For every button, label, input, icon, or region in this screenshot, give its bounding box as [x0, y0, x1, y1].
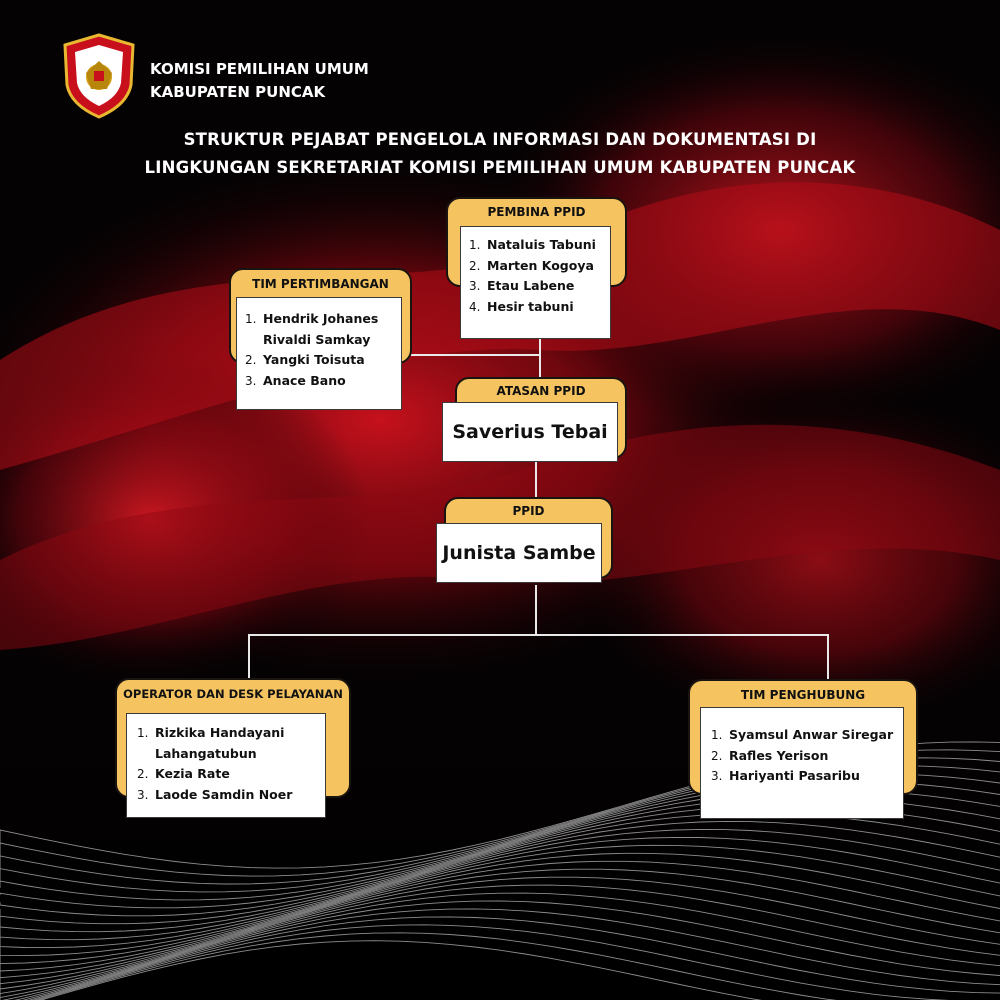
org-name-line1: KOMISI PEMILIHAN UMUM [150, 60, 369, 78]
list-item: 3. Laode Samdin Noer [137, 786, 293, 802]
list-item: Rivaldi Samkay [263, 331, 371, 347]
list-tim-pertimbangan [236, 297, 402, 410]
card-title: PPID [512, 504, 545, 518]
box-ppid [436, 523, 602, 583]
list-item: 2. Yangki Toisuta [245, 352, 365, 367]
card-title: OPERATOR DAN DESK PELAYANAN [123, 687, 343, 701]
org-name [150, 58, 369, 104]
org-name-line2: KABUPATEN PUNCAK [150, 83, 326, 101]
card-title: ATASAN PPID [496, 384, 586, 398]
list-item: 4. Hesir tabuni [469, 298, 574, 314]
connector-atasan-ppid [535, 462, 537, 500]
connector-pertimbangan [402, 354, 540, 356]
kpu-logo [61, 33, 137, 119]
list-item: 2. Rafles Yerison [711, 747, 829, 763]
card-title: PEMBINA PPID [487, 205, 586, 219]
connector-ppid-branch [535, 585, 537, 635]
box-atasan-ppid [442, 402, 618, 462]
list-operator-desk [126, 713, 326, 818]
list-pembina-ppid [460, 226, 611, 339]
card-title: TIM PERTIMBANGAN [252, 277, 389, 291]
list-item: 1. Hendrik Johanes [245, 311, 379, 326]
list-item: 1. Nataluis Tabuni [469, 237, 596, 252]
card-title: TIM PENGHUBUNG [740, 688, 866, 702]
list-item: Lahangatubun [155, 745, 257, 761]
connector-pembina-atasan [539, 338, 541, 380]
connector-penghubung [827, 634, 829, 680]
list-item: 1. Syamsul Anwar Siregar [711, 727, 894, 742]
atasan-name: Saverius Tebai [452, 421, 608, 443]
list-item: 1. Rizkika Handayani [137, 725, 285, 740]
connector-horizontal-branch [248, 634, 828, 636]
list-item: 3. Hariyanti Pasaribu [711, 768, 860, 783]
list-item: 2. Marten Kogoya [469, 257, 594, 273]
page-title-line1: STRUKTUR PEJABAT PENGELOLA INFORMASI DAN DOKUMENTASI DI [183, 130, 817, 149]
list-item: 3. Etau Labene [469, 278, 575, 293]
page-title-line2: LINGKUNGAN SEKRETARIAT KOMISI PEMILIHAN UMUM KABUPATEN PUNCAK [144, 158, 856, 177]
list-item: 3. Anace Bano [245, 372, 346, 388]
connector-operator [248, 634, 250, 680]
list-item: 2. Kezia Rate [137, 766, 230, 781]
ppid-name: Junista Sambe [442, 542, 596, 564]
list-tim-penghubung [700, 707, 904, 819]
page-title [100, 126, 900, 182]
